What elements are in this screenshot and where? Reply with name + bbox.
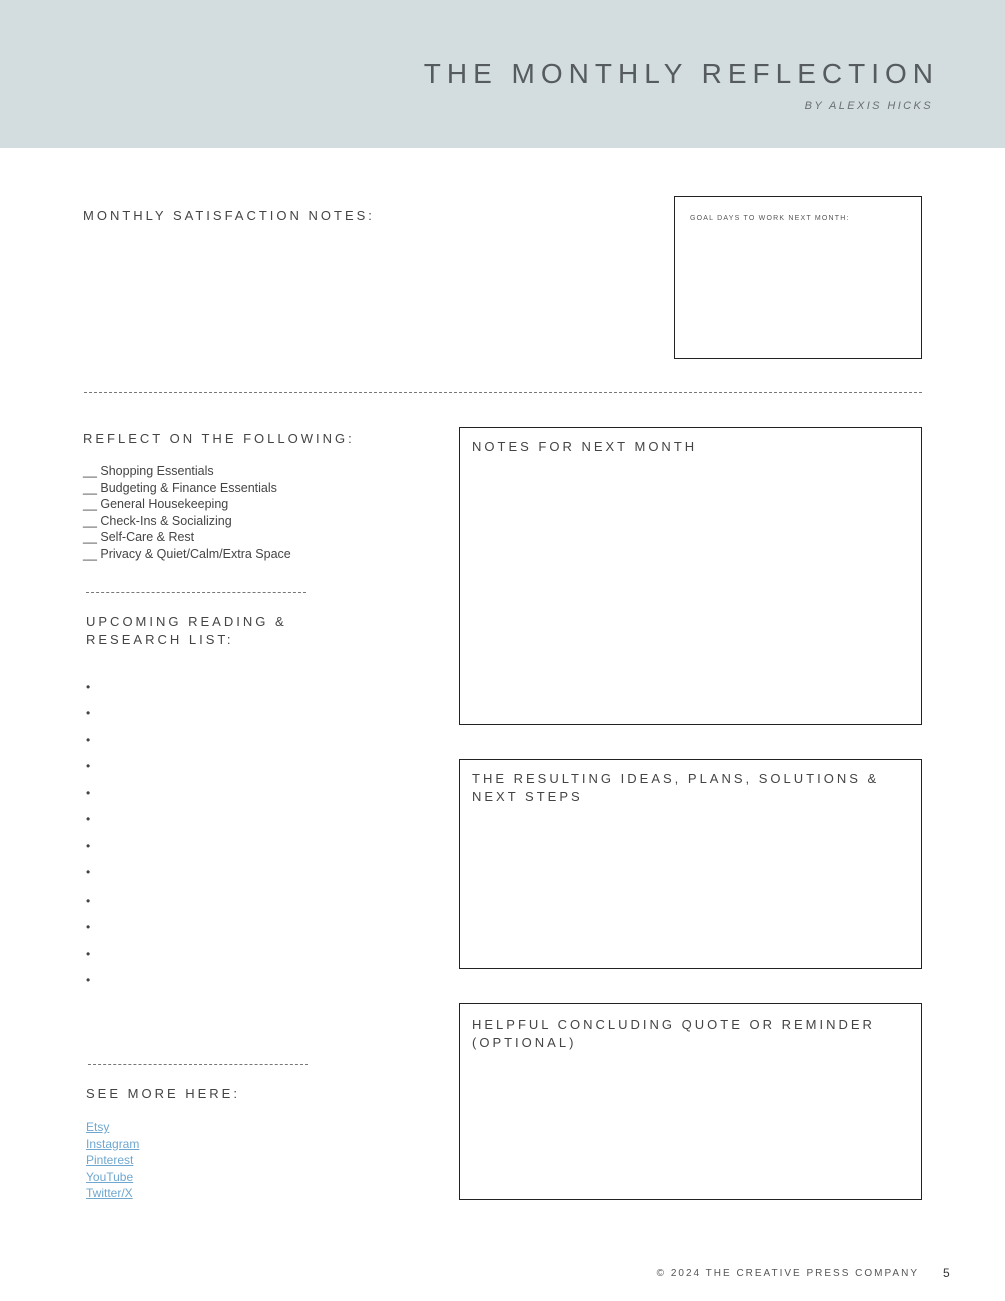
checklist-item: __ Check-Ins & Socializing: [83, 513, 232, 528]
reading-list-label-line1: UPCOMING READING &: [86, 614, 287, 629]
list-item-bullet: •: [86, 920, 91, 934]
list-item-bullet: •: [86, 706, 91, 720]
checklist-item: __ Shopping Essentials: [83, 464, 214, 478]
link-etsy[interactable]: Etsy: [86, 1120, 110, 1134]
checklist-item: __ General Housekeeping: [83, 497, 229, 512]
page-header: [0, 0, 1005, 148]
notes-next-month-box[interactable]: [459, 427, 922, 725]
goal-days-label: GOAL DAYS TO WORK NEXT MONTH:: [690, 215, 850, 222]
reflect-label: REFLECT ON THE FOLLOWING:: [83, 431, 355, 446]
goal-days-box[interactable]: [674, 196, 922, 359]
link-pinterest[interactable]: Pinterest: [86, 1153, 134, 1167]
list-item-bullet: •: [86, 839, 91, 853]
link-twitter[interactable]: Twitter/X: [86, 1186, 133, 1200]
reflect-divider: [86, 592, 306, 593]
page-title: THE MONTHLY REFLECTION: [423, 58, 939, 89]
list-item-bullet: •: [86, 947, 91, 961]
checklist-item: __ Privacy & Quiet/Calm/Extra Space: [83, 546, 291, 561]
reflect-checklist: [83, 463, 291, 563]
notes-next-month-label: NOTES FOR NEXT MONTH: [472, 439, 698, 454]
list-item-bullet: •: [86, 733, 91, 747]
author-byline: BY ALEXIS HICKS: [804, 100, 933, 112]
concluding-quote-label: HELPFUL CONCLUDING QUOTE OR REMINDER (OPTIONAL): [472, 1017, 875, 1050]
concluding-quote-box[interactable]: [459, 1003, 922, 1200]
link-youtube[interactable]: YouTube: [86, 1169, 134, 1184]
reading-divider: [88, 1064, 308, 1065]
checklist-item: __ Budgeting & Finance Essentials: [83, 480, 277, 495]
link-instagram[interactable]: Instagram: [86, 1136, 140, 1151]
social-links: [86, 1119, 139, 1202]
list-item-bullet: •: [86, 812, 91, 826]
list-item-bullet: •: [86, 973, 91, 987]
copyright-footer: © 2024 THE CREATIVE PRESS COMPANY: [656, 1268, 919, 1279]
reading-list-label-line2: RESEARCH LIST:: [86, 632, 234, 647]
page-number: 5: [943, 1266, 950, 1280]
satisfaction-notes-label: MONTHLY SATISFACTION NOTES:: [83, 208, 375, 223]
section-divider: [84, 392, 922, 393]
resulting-ideas-box[interactable]: [459, 759, 922, 969]
list-item-bullet: •: [86, 680, 91, 694]
list-item-bullet: •: [86, 759, 91, 773]
checklist-item: __ Self-Care & Rest: [83, 530, 195, 545]
resulting-ideas-label: THE RESULTING IDEAS, PLANS, SOLUTIONS & NEXT STEPS: [472, 771, 880, 804]
see-more-label: SEE MORE HERE:: [86, 1086, 240, 1101]
list-item-bullet: •: [86, 865, 91, 879]
list-item-bullet: •: [86, 786, 91, 800]
list-item-bullet: •: [86, 894, 91, 908]
